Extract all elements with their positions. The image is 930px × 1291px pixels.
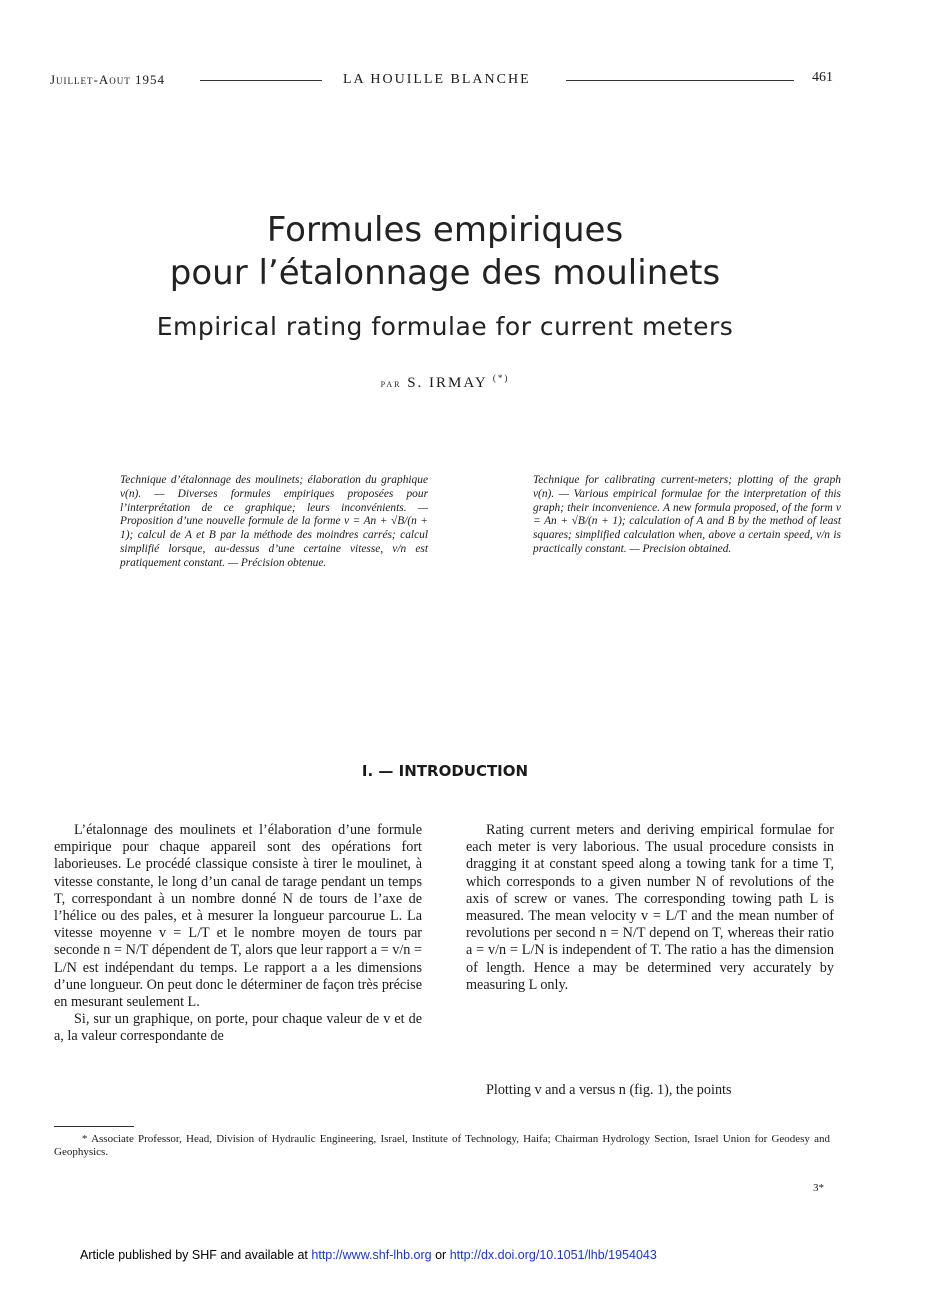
body-column-french (54, 822, 422, 1046)
title-fr-line1: Formules empiriques (266, 210, 624, 250)
credit-line (80, 1248, 657, 1262)
body-fr-paragraph-2: Si, sur un graphique, on porte, pour chaque valeur de v et de a, la valeur correspondante de (54, 1011, 422, 1045)
title-en: Empirical rating formulae for current meters (156, 312, 734, 341)
credit-link-doi[interactable]: http://dx.doi.org/10.1051/lhb/1954043 (449, 1248, 657, 1262)
credit-text: Article published by SHF and available at (80, 1248, 308, 1262)
running-header-journal: LA HOUILLE BLANCHE (343, 72, 531, 87)
credit-conjunction: or (435, 1248, 447, 1262)
body-en-paragraph-2: Plotting v and a versus n (fig. 1), the points (486, 1082, 732, 1098)
title-fr-line2: pour l’étalonnage des moulinets (169, 253, 721, 293)
header-rule-right (566, 80, 794, 81)
section-heading: I. — INTRODUCTION (361, 762, 529, 780)
author-name: S. IRMAY (407, 375, 488, 391)
body-column-english-continued (466, 1082, 834, 1099)
abstract-english: Technique for calibrating current-meters; plotting of the graph v(n). — Various empirical formulae for the interpretation of this graph; their inconvenience. A new formula proposed, of the form v = An + √B/(n + 1); calculation of A and B by the method of least squares; simplified calculation when, above a certain speed, v/n is practically constant. — Precision obtained. (533, 474, 841, 555)
body-fr-paragraph-1: L’étalonnage des moulinets et l’élaboration d’une formule empirique pour chaque appareil sont des opérations fort laborieuses. Le procédé classique consiste à tirer le moulinet, à vitesse constante, le long d’un canal de tarage pendant un temps T, correspondant à un nombre donné N de tours de l’axe de l’hélice ou des pales, et à mesurer la longueur parcourue L. La vitesse moyenne v = L/T et le nombre moyen de tours par seconde n = N/T dépendent de T, alors que leur rapport a = v/n = L/N est indépendant du temps. Le rapport a a les dimensions d’une longueur. On peut donc le déterminer de façon très précise en mesurant seulement L. (54, 822, 422, 1011)
header-rule-left (200, 80, 322, 81)
author-footnote-marker: (*) (492, 373, 510, 383)
credit-link-shf[interactable]: http://www.shf-lhb.org (311, 1248, 432, 1262)
author-prefix: par (380, 376, 402, 390)
footnote-rule (54, 1126, 134, 1127)
running-header-date: Juillet-Aout 1954 (50, 72, 166, 87)
page-mark: 3* (813, 1182, 824, 1194)
body-en-paragraph-1: Rating current meters and deriving empirical formulae for each meter is very laborious. The usual procedure consists in dragging it at constant speed along a towing tank for a time T, which corresponds to a given number N of revolutions of the axis of screw or vanes. The corresponding towing path L is measured. The mean velocity v = L/T and the mean number of revolutions per second n = N/T depend on T, whereas their ratio a = v/n = L/N is independent of T. The ratio a has the dimension of length. Hence a may be determined very accurately by measuring L only. (466, 822, 834, 993)
abstract-french: Technique d’étalonnage des moulinets; élaboration du graphique v(n). — Diverses formules empiriques proposées pour l’interprétation de ce graphique; leurs inconvénients. — Proposition d’une nouvelle formule de la forme v = An + √B/(n + 1); calcul de A et B par la méthode des moindres carrés; calcul simplifié lorsque, au-dessus d’une certaine vitesse, v/n est pratiquement constant. — Précision obtenue. (120, 474, 428, 569)
author-line (0, 373, 890, 392)
page-number: 461 (812, 70, 833, 85)
body-column-english (466, 822, 834, 994)
footnote: * Associate Professor, Head, Division of Hydraulic Engineering, Israel, Institute of Technology, Haifa; Chairman Hydrology Section, Israel Union for Geodesy and Geophysics. (54, 1133, 830, 1158)
